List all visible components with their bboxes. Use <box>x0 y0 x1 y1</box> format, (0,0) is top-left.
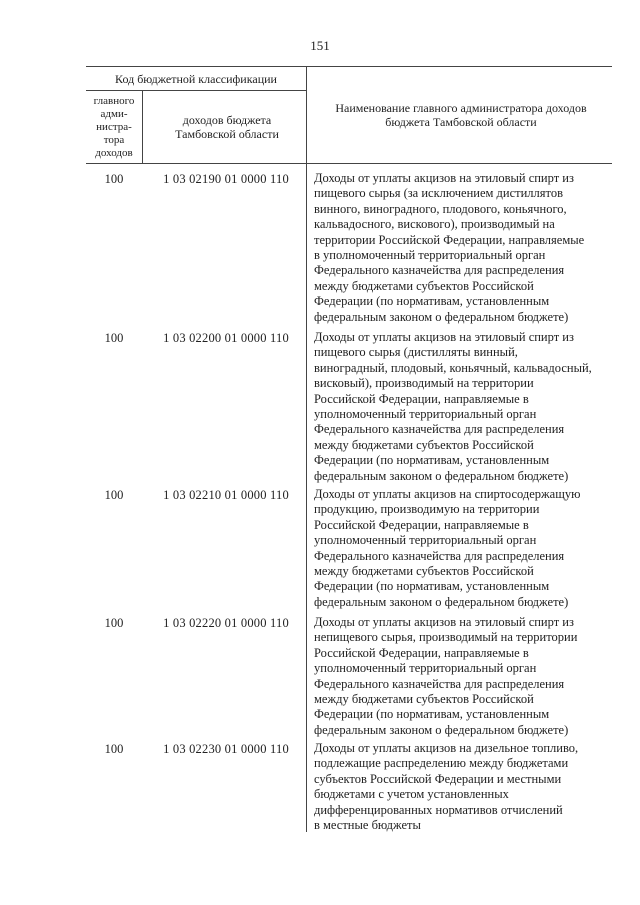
column-divider-admin <box>142 90 143 163</box>
row-2-admin-code: 100 <box>104 331 124 345</box>
row-1-admin-code: 100 <box>104 172 124 186</box>
row-4-admin-code: 100 <box>104 616 124 630</box>
row-1-income-code: 1 03 02190 01 0000 110 <box>163 172 289 186</box>
column-divider-name <box>306 66 307 832</box>
row-2-income-code: 1 03 02200 01 0000 110 <box>163 331 289 345</box>
row-3-name: Доходы от уплаты акцизов на спиртосодержащую продукцию, производимую на территории Российской Федерации, направляемые в уполномоченный территориальный орган Федерального казначейства для распределения между бюджетами субъектов Российской Федерации (по нормативам, установленным федеральным законом о федеральном бюджете) <box>314 487 581 609</box>
budget-classification-table <box>86 66 612 836</box>
row-4-name: Доходы от уплаты акцизов на этиловый спирт из непищевого сырья, производимый на территории Российской Федерации, направляемые в уполномоченный территориальный орган Федерального казначейства для распределения между бюджетами субъектов Российской Федерации (по нормативам, установленным федеральным законом о федеральном бюджете) <box>314 615 578 737</box>
row-2-name: Доходы от уплаты акцизов на этиловый спирт из пищевого сырья (дистилляты винный, виноградный, плодовый, коньячный, кальвадосный, висковый), производимый на территории Российской Федерации, направляемые в уполномоченный территориальный орган Федерального казначейства для распределения между бюджетами субъектов Российской Федерации (по нормативам, установленным федеральным законом о федеральном бюджете) <box>314 330 592 483</box>
row-1-name: Доходы от уплаты акцизов на этиловый спирт из пищевого сырья (за исключением дистиллятов винного, виноградного, плодового, коньячного, кальвадосного, вискового), производимый на территории Российской Федерации, направляемые в уполномоченный территориальный орган Федерального казначейства для распределения между бюджетами субъектов Российской Федерации (по нормативам, установленным федеральным законом о федеральном бюджете) <box>314 171 585 324</box>
header-bottom-border <box>86 163 612 164</box>
row-3-admin-code: 100 <box>104 488 124 502</box>
row-5-name: Доходы от уплаты акцизов на дизельное топливо, подлежащие распределению между бюджетами субъектов Российской Федерации и местными бюджетами с учетом установленных дифференцированных нормативов отчислений в местные бюджеты <box>314 741 579 833</box>
header-col-name: Наименование главного администратора доходов бюджета Тамбовской области <box>335 101 587 129</box>
table-top-border <box>86 66 612 67</box>
row-5-income-code: 1 03 02230 01 0000 110 <box>163 742 289 756</box>
row-3-income-code: 1 03 02210 01 0000 110 <box>163 488 289 502</box>
header-col-admin: главного адми-нистра-тора доходов <box>93 95 135 159</box>
row-5-admin-code: 100 <box>104 742 124 756</box>
page-number: 151 <box>310 38 330 53</box>
group-header-divider <box>86 90 306 91</box>
row-4-income-code: 1 03 02220 01 0000 110 <box>163 616 289 630</box>
header-col-income: доходов бюджета Тамбовской области <box>175 113 279 141</box>
header-group-title: Код бюджетной классификации <box>115 72 277 86</box>
